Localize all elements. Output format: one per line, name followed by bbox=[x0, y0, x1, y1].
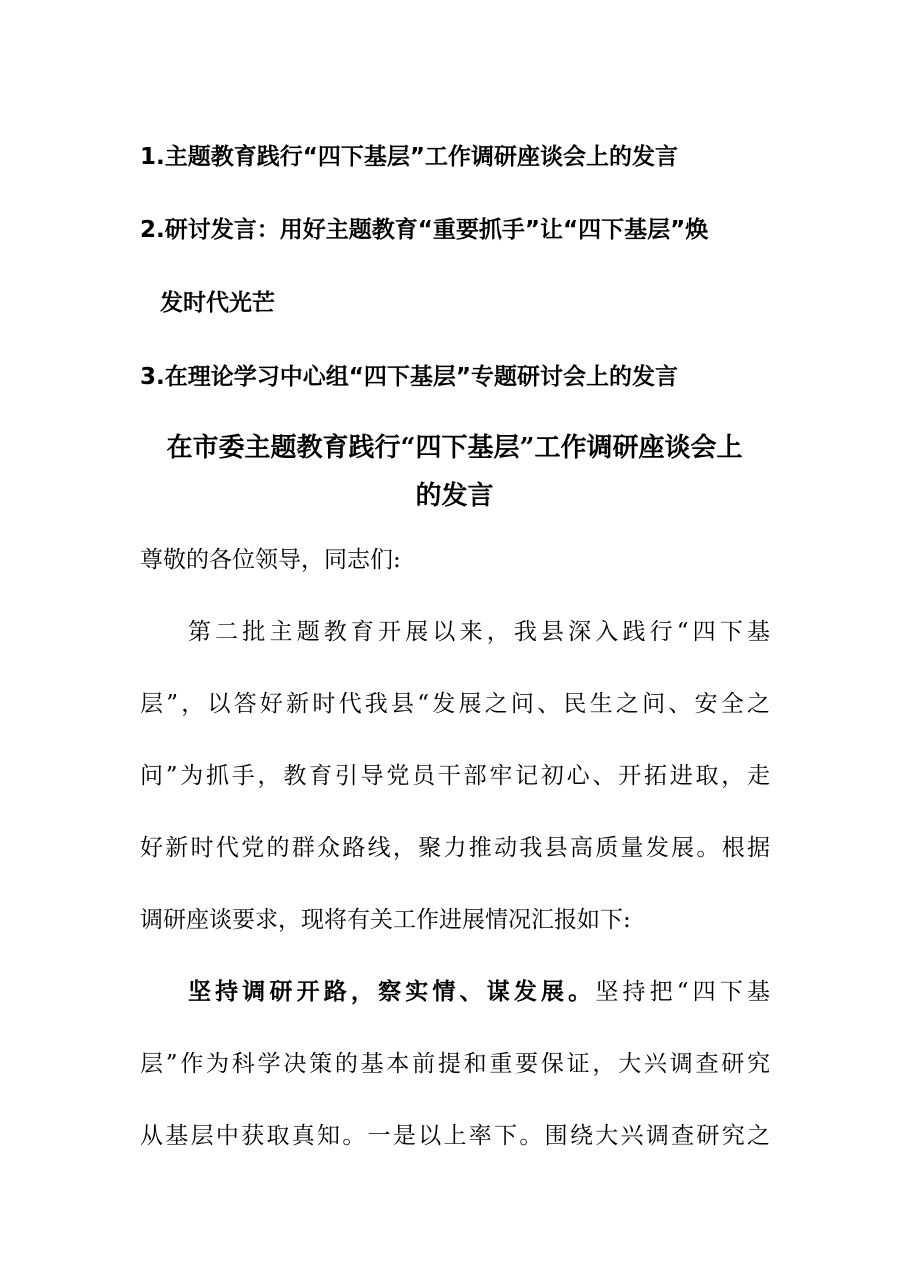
paragraph-1-line-3: 问”为抓手，教育引导党员干部牢记初心、开拓进取，走 bbox=[140, 763, 770, 789]
article-title-line-2: 的发言 bbox=[415, 481, 494, 511]
salutation: 尊敬的各位领导，同志们: bbox=[140, 547, 401, 573]
article-title-line-1: 在市委主题教育践行“四下基层”工作调研座谈会上 bbox=[166, 433, 743, 463]
paragraph-1-line-4: 好新时代党的群众路线，聚力推动我县高质量发展。根据 bbox=[140, 835, 770, 861]
paragraph-2-line-3: 从基层中获取真知。一是以上率下。围绕大兴调查研究之 bbox=[140, 1123, 770, 1149]
paragraph-1-line-1: 第二批主题教育开展以来，我县深入践行“四下基 bbox=[188, 619, 770, 645]
paragraph-2-line-2: 层”作为科学决策的基本前提和重要保证，大兴调查研究 bbox=[140, 1051, 770, 1077]
toc-item-2-line-1: 2.研讨发言：用好主题教育“重要抓手”让“四下基层”焕 bbox=[140, 217, 709, 243]
paragraph-1-line-2: 层”，以答好新时代我县“发展之问、民生之问、安全之 bbox=[140, 691, 770, 717]
paragraph-2-line-1 bbox=[188, 977, 770, 1007]
toc-item-3: 3.在理论学习中心组“四下基层”专题研讨会上的发言 bbox=[140, 364, 678, 390]
toc-item-2-line-2: 发时代光芒 bbox=[160, 290, 275, 316]
paragraph-2-heading: 坚持调研开路，察实情、谋发展。 bbox=[188, 978, 596, 1005]
paragraph-2-line-1-text: 坚持把“四下基 bbox=[595, 979, 770, 1005]
toc-item-1: 1.主题教育践行“四下基层”工作调研座谈会上的发言 bbox=[140, 144, 678, 170]
paragraph-1-line-5: 调研座谈要求，现将有关工作进展情况汇报如下: bbox=[140, 907, 631, 933]
